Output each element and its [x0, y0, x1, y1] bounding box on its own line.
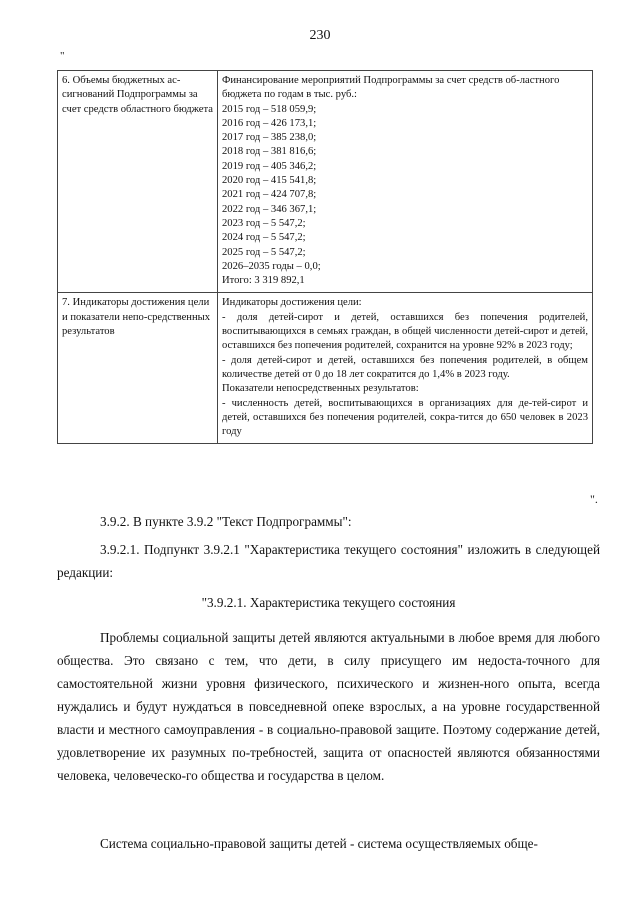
paragraph-social-protection: Проблемы социальной защиты детей являются актуальными в любое время для любого общества. Это связано с тем, что дети, в силу присущего им недоста-точного для самостоятельной жизни уровня физического, психического и жизнен-ного опыта, всегда нуждались и будут нуждаться в повседневной опеке взрослых, а на уровне государственной власти и местного самоуправления - в социально-правовой защите. Поэтому содержание детей, удовлетворение их разумных по-требностей, защита от опасностей являются обязанностями человека, человеческо-го общества и государства в целом.	[57, 630, 600, 783]
budget-line-2020: 2020 год – 415 541,8;	[222, 175, 317, 187]
budget-line-2026-2035: 2026–2035 годы – 0,0;	[222, 260, 321, 272]
table-cell-budget-content	[218, 71, 593, 293]
paragraph-3-9-2: 3.9.2. В пункте 3.9.2 "Текст Подпрограммы":	[100, 514, 352, 529]
results-heading: Показатели непосредственных результатов:	[222, 383, 419, 395]
budget-line-2015: 2015 год – 518 059,9;	[222, 103, 317, 115]
table-cell-indicators-label: 7. Индикаторы достижения цели и показатели непо-средственных результатов	[58, 293, 218, 444]
paragraph-3-9-2-1: 3.9.2.1. Подпункт 3.9.2.1 "Характеристика текущего состояния" изложить в следующей редакции:	[57, 542, 600, 580]
budget-intro: Финансирование мероприятий Подпрограммы за счет средств об-ластного бюджета по годам в тыс. руб.:	[222, 75, 560, 101]
budget-line-2021: 2021 год – 424 707,8;	[222, 189, 317, 201]
opening-quote-mark: "	[60, 50, 65, 62]
paragraph-system-definition: Система социально-правовой защиты детей - система осуществляемых обще-	[100, 836, 538, 851]
budget-line-2023: 2023 год – 5 547,2;	[222, 217, 306, 229]
table-cell-budget-label: 6. Объемы бюджетных ас-сигнований Подпрограммы за счет средств областного бюджета	[58, 71, 218, 293]
result-item-children-count: - численность детей, воспитывающихся в организациях для де-тей-сирот и детей, оставшихся без попечения родителей, сокра-тится до 650 человек в 2023 году	[222, 397, 588, 438]
page-number: 230	[309, 28, 331, 43]
section-heading: "3.9.2.1. Характеристика текущего состояния	[201, 595, 456, 610]
budget-line-2019: 2019 год – 405 346,2;	[222, 160, 317, 172]
closing-quote-mark: ".	[590, 492, 598, 506]
subprogram-passport-table	[57, 70, 593, 444]
budget-total: Итого: 3 319 892,1	[222, 275, 305, 287]
budget-line-2025: 2025 год – 5 547,2;	[222, 246, 306, 258]
indicator-item-orphan-share: - доля детей-сирот и детей, оставшихся без попечения родителей, в общем количестве детей от 0 до 18 лет сократится до 1,4% в 2023 году.	[222, 354, 588, 380]
budget-line-2022: 2022 год – 346 367,1;	[222, 203, 317, 215]
budget-line-2018: 2018 год – 381 816,6;	[222, 146, 317, 158]
indicators-heading: Индикаторы достижения цели:	[222, 297, 362, 309]
table-row-budget	[58, 71, 593, 293]
budget-line-2016: 2016 год – 426 173,1;	[222, 117, 317, 129]
indicator-item-family-share: - доля детей-сирот и детей, оставшихся без попечения родителей, воспитывающихся в семьях граждан, в общей численности детей-сирот и детей, оставшихся без попечения родителей, сохранится на уровне 92% в 2023 году;	[222, 311, 588, 352]
budget-line-2024: 2024 год – 5 547,2;	[222, 232, 306, 244]
budget-line-2017: 2017 год – 385 238,0;	[222, 132, 317, 144]
table-cell-indicators-content	[218, 293, 593, 444]
table-row-indicators	[58, 293, 593, 444]
